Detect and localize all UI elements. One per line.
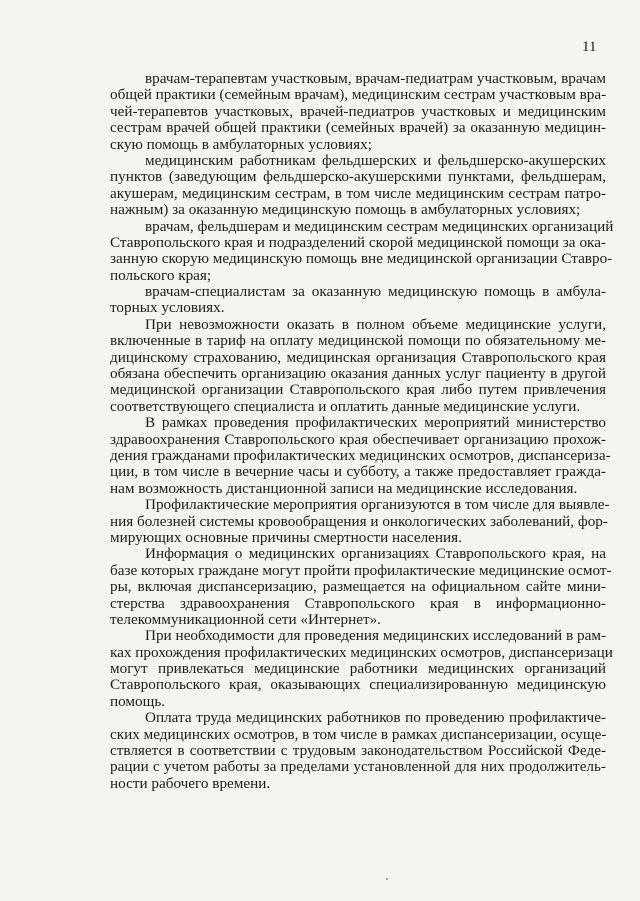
text-line: ры, включая диспансеризацию, размещается на официальном сайте мини- — [110, 578, 606, 596]
text-line: рации с учетом работы за пределами установленной для них продолжитель- — [110, 758, 606, 776]
text-line: ности рабочего времени. — [110, 774, 271, 792]
page-number: 11 — [582, 39, 597, 55]
text-line: ствляется в соответствии с трудовым законодательством Российской Феде- — [110, 742, 606, 760]
text-line: врачам, фельдшерам и медицинским сестрам медицинских организаций — [145, 217, 614, 235]
text-line: медицинской организации Ставропольского края либо путем привлечения — [110, 381, 606, 399]
text-line: скую помощь в амбулаторных условиях; — [110, 135, 372, 153]
text-line: базе которых граждане могут пройти профилактические медицинские осмот- — [110, 561, 612, 579]
text-line: врачам-терапевтам участковым, врачам-педиатрам участковым, врачам — [145, 70, 606, 87]
text-line: телекоммуникационной сети «Интернет». — [110, 610, 381, 628]
text-line: помощь. — [110, 692, 166, 710]
text-line: чей-терапевтов участковых, врачей-педиатров участковых и медицинским — [110, 102, 606, 120]
text-line: Оплата труда медицинских работников по проведению профилактиче- — [145, 709, 606, 727]
text-line: мирующих основные причины смертности населения. — [110, 528, 462, 546]
text-line: Ставропольского края, оказывающих специализированную медицинскую — [110, 676, 606, 694]
text-line: соответствующего специалиста и оплатить данные медицинские услуги. — [110, 397, 581, 415]
text-line: дицинскому страхованию, медицинская организация Ставропольского края — [110, 348, 606, 366]
scan-speck — [386, 878, 388, 880]
text-line: При невозможности оказать в полном объеме медицинские услуги, — [145, 315, 606, 333]
text-line: Информация о медицинских организациях Ставропольского края, на — [145, 545, 606, 563]
text-line: Профилактические мероприятия организуются в том числе для выявле- — [145, 496, 610, 514]
text-line: ции, в том числе в вечерние часы и субботу, а также предоставляет гражда- — [110, 463, 606, 481]
text-line: включенные в тариф на оплату медицинской помощи по обязательному ме- — [110, 332, 606, 350]
text-line: обязана обеспечить организацию оказания данных услуг пациенту в другой — [110, 365, 606, 383]
text-line: акушерам, медицинским сестрам, в том числе медицинским сестрам патро- — [110, 184, 606, 202]
text-line: польского края; — [110, 266, 212, 284]
text-line: здравоохранения Ставропольского края обеспечивает организацию прохож- — [110, 430, 606, 448]
text-line: Ставропольского края и подразделений скорой медицинской помощи за ока- — [110, 233, 606, 251]
text-line: ских медицинских осмотров, в том числе в рамках диспансеризации, осуще- — [110, 725, 607, 743]
text-line: ках прохождения профилактических медицинских осмотров, диспансеризаци — [110, 643, 613, 661]
text-line: При необходимости для проведения медицинских исследований в рам- — [145, 627, 606, 645]
text-line: врачам-специалистам за оказанную медицинскую помощь в амбула- — [145, 283, 606, 301]
text-line: дения гражданами профилактических медицинских осмотров, диспансериза- — [110, 446, 611, 464]
text-line: медицинским работникам фельдшерских и фельдшерско-акушерских — [145, 151, 606, 169]
text-line: могут привлекаться медицинские работники медицинских организаций — [110, 660, 606, 678]
text-line: занную скорую медицинскую помощь вне медицинской организации Ставро- — [110, 250, 613, 268]
text-line: стерства здравоохранения Ставропольского края в информационно- — [110, 594, 606, 612]
document-body — [110, 70, 614, 792]
text-line: В рамках проведения профилактических мероприятий министерство — [145, 414, 606, 432]
text-line: ния болезней системы кровообращения и онкологических заболеваний, фор- — [110, 512, 608, 530]
text-line: общей практики (семейным врачам), медицинским сестрам участковым вра- — [110, 86, 607, 104]
text-line: торных условиях. — [110, 299, 225, 317]
text-line: сестрам врачей общей практики (семейных врачей) за оказанную медицин- — [110, 119, 606, 137]
text-line: нажным) за оказанную медицинскую помощь в амбулаторных условиях; — [110, 201, 581, 219]
text-line: пунктов (заведующим фельдшерско-акушерскими пунктами, фельдшерам, — [110, 168, 606, 186]
text-line: нам возможность дистанционной записи на медицинские исследования. — [110, 479, 578, 497]
